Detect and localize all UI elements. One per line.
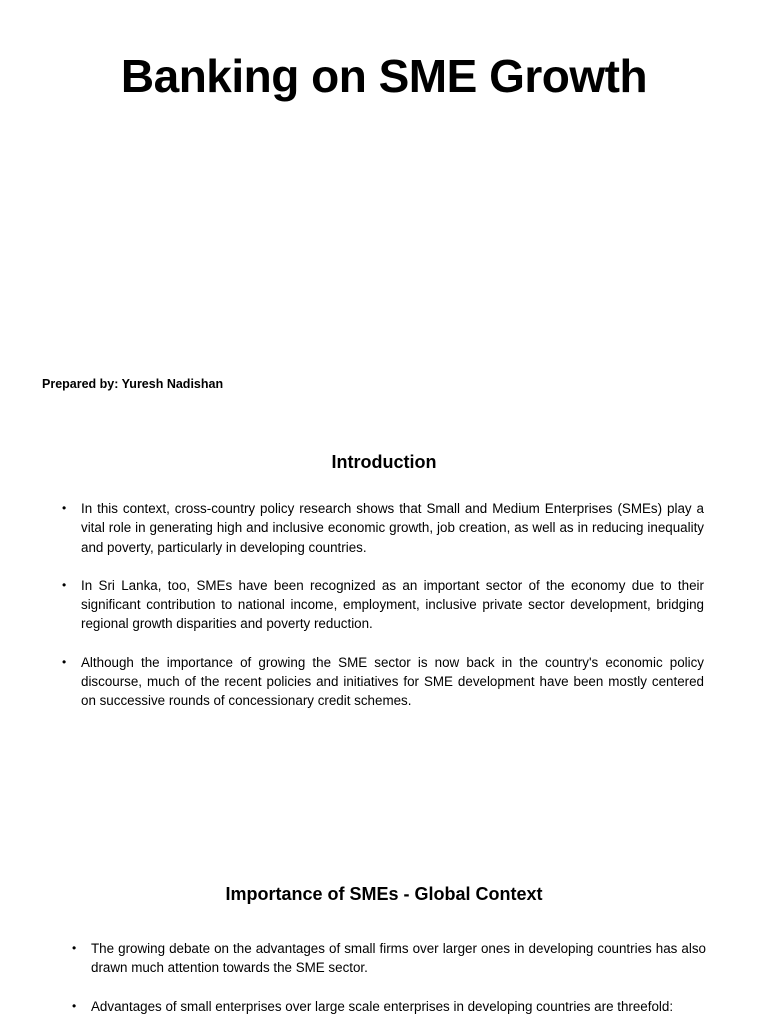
introduction-heading: Introduction xyxy=(331,452,437,472)
list-item xyxy=(72,939,706,978)
bullet-icon: • xyxy=(62,577,67,592)
document-title: Banking on SME Growth xyxy=(120,50,648,102)
bullet-text: Although the importance of growing the SME sector is now back in the country's economic policy discourse, much of the recent policies and initiatives for SME development have been mostly centered on successive rounds of concessionary credit schemes. xyxy=(81,654,704,709)
list-item xyxy=(62,653,704,711)
prepared-by-line: Prepared by: Yuresh Nadishan xyxy=(42,377,224,391)
bullet-text: In Sri Lanka, too, SMEs have been recognized as an important sector of the economy due to their significant contribution to national income, employment, inclusive private sector development, bridging regional growth disparities and poverty reduction. xyxy=(81,577,704,632)
bullet-icon: • xyxy=(62,654,67,669)
bullet-text: In this context, cross-country policy research shows that Small and Medium Enterprises (SMEs) play a vital role in generating high and inclusive economic growth, job creation, as well as in reducing inequality and poverty, particularly in developing countries. xyxy=(81,501,704,555)
bullet-text: The growing debate on the advantages of small firms over larger ones in developing countries has also drawn much attention towards the SME sector. xyxy=(91,941,706,976)
global-context-bullet-list xyxy=(72,939,706,1035)
list-item xyxy=(62,576,704,634)
list-item xyxy=(62,499,704,557)
bullet-icon: • xyxy=(62,501,67,515)
list-item xyxy=(72,997,706,1016)
global-context-heading: Importance of SMEs - Global Context xyxy=(225,884,543,904)
bullet-icon: • xyxy=(72,941,77,955)
bullet-text: Advantages of small enterprises over large scale enterprises in developing countries are threefold: xyxy=(91,998,674,1014)
bullet-icon: • xyxy=(72,998,77,1013)
introduction-bullet-list xyxy=(62,499,704,730)
